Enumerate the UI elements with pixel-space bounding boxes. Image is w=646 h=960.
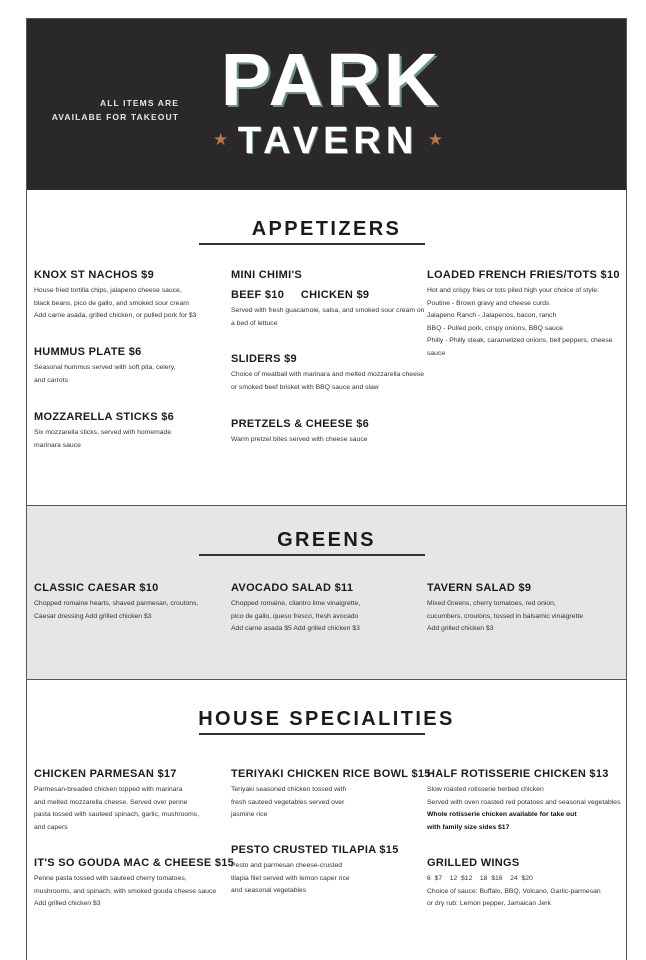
menu-item — [427, 857, 625, 911]
star-icon: ★ — [427, 130, 443, 149]
logo-tavern: TAVERN — [237, 120, 419, 162]
item-name: TAVERN SALAD $9 — [427, 582, 532, 594]
item-description: Warm pretzel bites served with cheese sauce — [231, 436, 368, 443]
menu-item — [34, 346, 229, 387]
item-note: Whole rotisserie chicken available for take out with family size sides $17 — [427, 811, 577, 831]
item-name: HUMMUS PLATE $6 — [34, 346, 142, 358]
menu-item — [34, 411, 229, 452]
item-description: Slow roasted rotisserie herbed chicken Served with oven roasted red potatoes and seasonal vegetables — [427, 786, 621, 806]
menu-item — [231, 768, 431, 822]
item-name: TERIYAKI CHICKEN RICE BOWL $15 — [231, 768, 431, 780]
logo-tavern-row — [213, 119, 443, 163]
item-description: Parmesan-breaded chicken topped with marinara and melted mozzarella cheese. Served over penne pasta tossed with sauteed spinach, garlic, mushrooms, and capers — [34, 786, 200, 831]
menu-item — [231, 269, 427, 330]
section-title: APPETIZERS — [251, 218, 402, 240]
item-name: PRETZELS & CHEESE $6 — [231, 418, 370, 430]
item-name: HALF ROTISSERIE CHICKEN $13 — [427, 768, 609, 780]
item-name: GRILLED WINGS — [427, 857, 520, 869]
item-description: Served with fresh guacamole, salsa, and smoked sour cream on a bed of lettuce — [231, 307, 425, 327]
item-price-options: BEEF $10 CHICKEN $9 — [231, 289, 370, 301]
title-underline — [199, 554, 425, 556]
house-specialities-section — [27, 680, 626, 960]
title-underline — [199, 243, 425, 245]
menu-item — [427, 269, 625, 361]
item-name: MINI CHIMI'S — [231, 269, 302, 281]
menu-page — [26, 18, 627, 960]
item-name: AVOCADO SALAD $11 — [231, 582, 354, 594]
item-description: Choice of meatball with marinara and melted mozzarella cheese or smoked beef brisket with BBQ sauce and slaw — [231, 371, 425, 391]
item-description: Hot and crispy fries or tots piled high your choice of style: Poutine - Brown gravy and cheese curds Jalapeno Ranch - Jalapenos, bacon, ranch BBQ - Pulled pork, crispy onions, BBQ sauce Philly - Philly steak, caramelized onions, bell peppers, cheese sauce — [427, 287, 613, 357]
greens-section — [27, 505, 626, 680]
item-description: Penne pasta tossed with sauteed cherry tomatoes, mushrooms, and spinach, with smoked gouda cheese sauce Add grilled chicken $3 — [34, 875, 217, 908]
item-description: Six mozzarella sticks, served with homemade marinara sauce — [34, 429, 172, 449]
item-name: LOADED FRENCH FRIES/TOTS $10 — [427, 269, 620, 281]
item-description: Chopped romaine, cilantro lime vinaigrette, pico de gallo, queso fresco, fresh avocado Add carne asada $5 Add grilled chicken $3 — [231, 600, 361, 633]
item-description: Seasonal hummus served with soft pita, celery, and carrots — [34, 364, 176, 384]
item-description: House fried tortilla chips, jalapeno cheese sauce, black beans, pico de gallo, and smoked sour cream Add carne asada, grilled chicken, or pulled pork for $3 — [34, 287, 197, 320]
menu-item — [34, 269, 229, 323]
item-name: IT'S SO GOUDA MAC & CHEESE $15 — [34, 857, 235, 869]
header-banner — [27, 19, 626, 190]
title-underline — [199, 733, 425, 735]
menu-item — [34, 582, 229, 623]
section-title: HOUSE SPECIALITIES — [198, 708, 455, 730]
menu-item — [231, 418, 427, 447]
takeout-note — [51, 96, 179, 124]
logo-park: PARK — [220, 38, 442, 121]
menu-item — [231, 353, 427, 394]
item-name: CLASSIC CAESAR $10 — [34, 582, 159, 594]
item-prices: 6 $7 12 $12 18 $16 24 $20 — [427, 875, 533, 882]
menu-item — [231, 844, 427, 898]
item-description: Choice of sauce: Buffalo, BBQ, Volcano, Garlic-parmesan or dry rub: Lemon pepper, Jamaican Jerk — [427, 887, 601, 908]
menu-item — [34, 857, 235, 911]
item-name: MOZZARELLA STICKS $6 — [34, 411, 175, 423]
section-title: GREENS — [277, 529, 376, 551]
menu-item — [427, 768, 625, 834]
item-description: Teriyaki seasoned chicken tossed with fresh sauteed vegetables served over jasmine rice — [231, 786, 347, 819]
item-description: Pesto and parmesan cheese-crusted tilapia filet served with lemon caper rice and seasonal vegetables — [231, 862, 350, 895]
star-icon: ★ — [213, 130, 229, 149]
takeout-line-1: ALL ITEMS ARE — [100, 98, 179, 108]
item-name: SLIDERS $9 — [231, 353, 297, 365]
item-name: KNOX ST NACHOS $9 — [34, 269, 155, 281]
menu-item — [427, 582, 625, 636]
menu-item — [231, 582, 427, 636]
appetizers-section — [27, 190, 626, 505]
item-name: PESTO CRUSTED TILAPIA $15 — [231, 844, 399, 856]
item-description: Mixed Greens, cherry tomatoes, red onion, cucumbers, croutons, tossed in balsamic vinaigrette Add grilled chicken $3 — [427, 600, 584, 633]
item-name: CHICKEN PARMESAN $17 — [34, 768, 177, 780]
item-description: Chopped romaine hearts, shaved parmesan, croutons, Caesar dressing Add grilled chicken $3 — [34, 600, 199, 620]
menu-item — [34, 768, 229, 834]
takeout-line-2: AVAILABE FOR TAKEOUT — [51, 112, 179, 122]
